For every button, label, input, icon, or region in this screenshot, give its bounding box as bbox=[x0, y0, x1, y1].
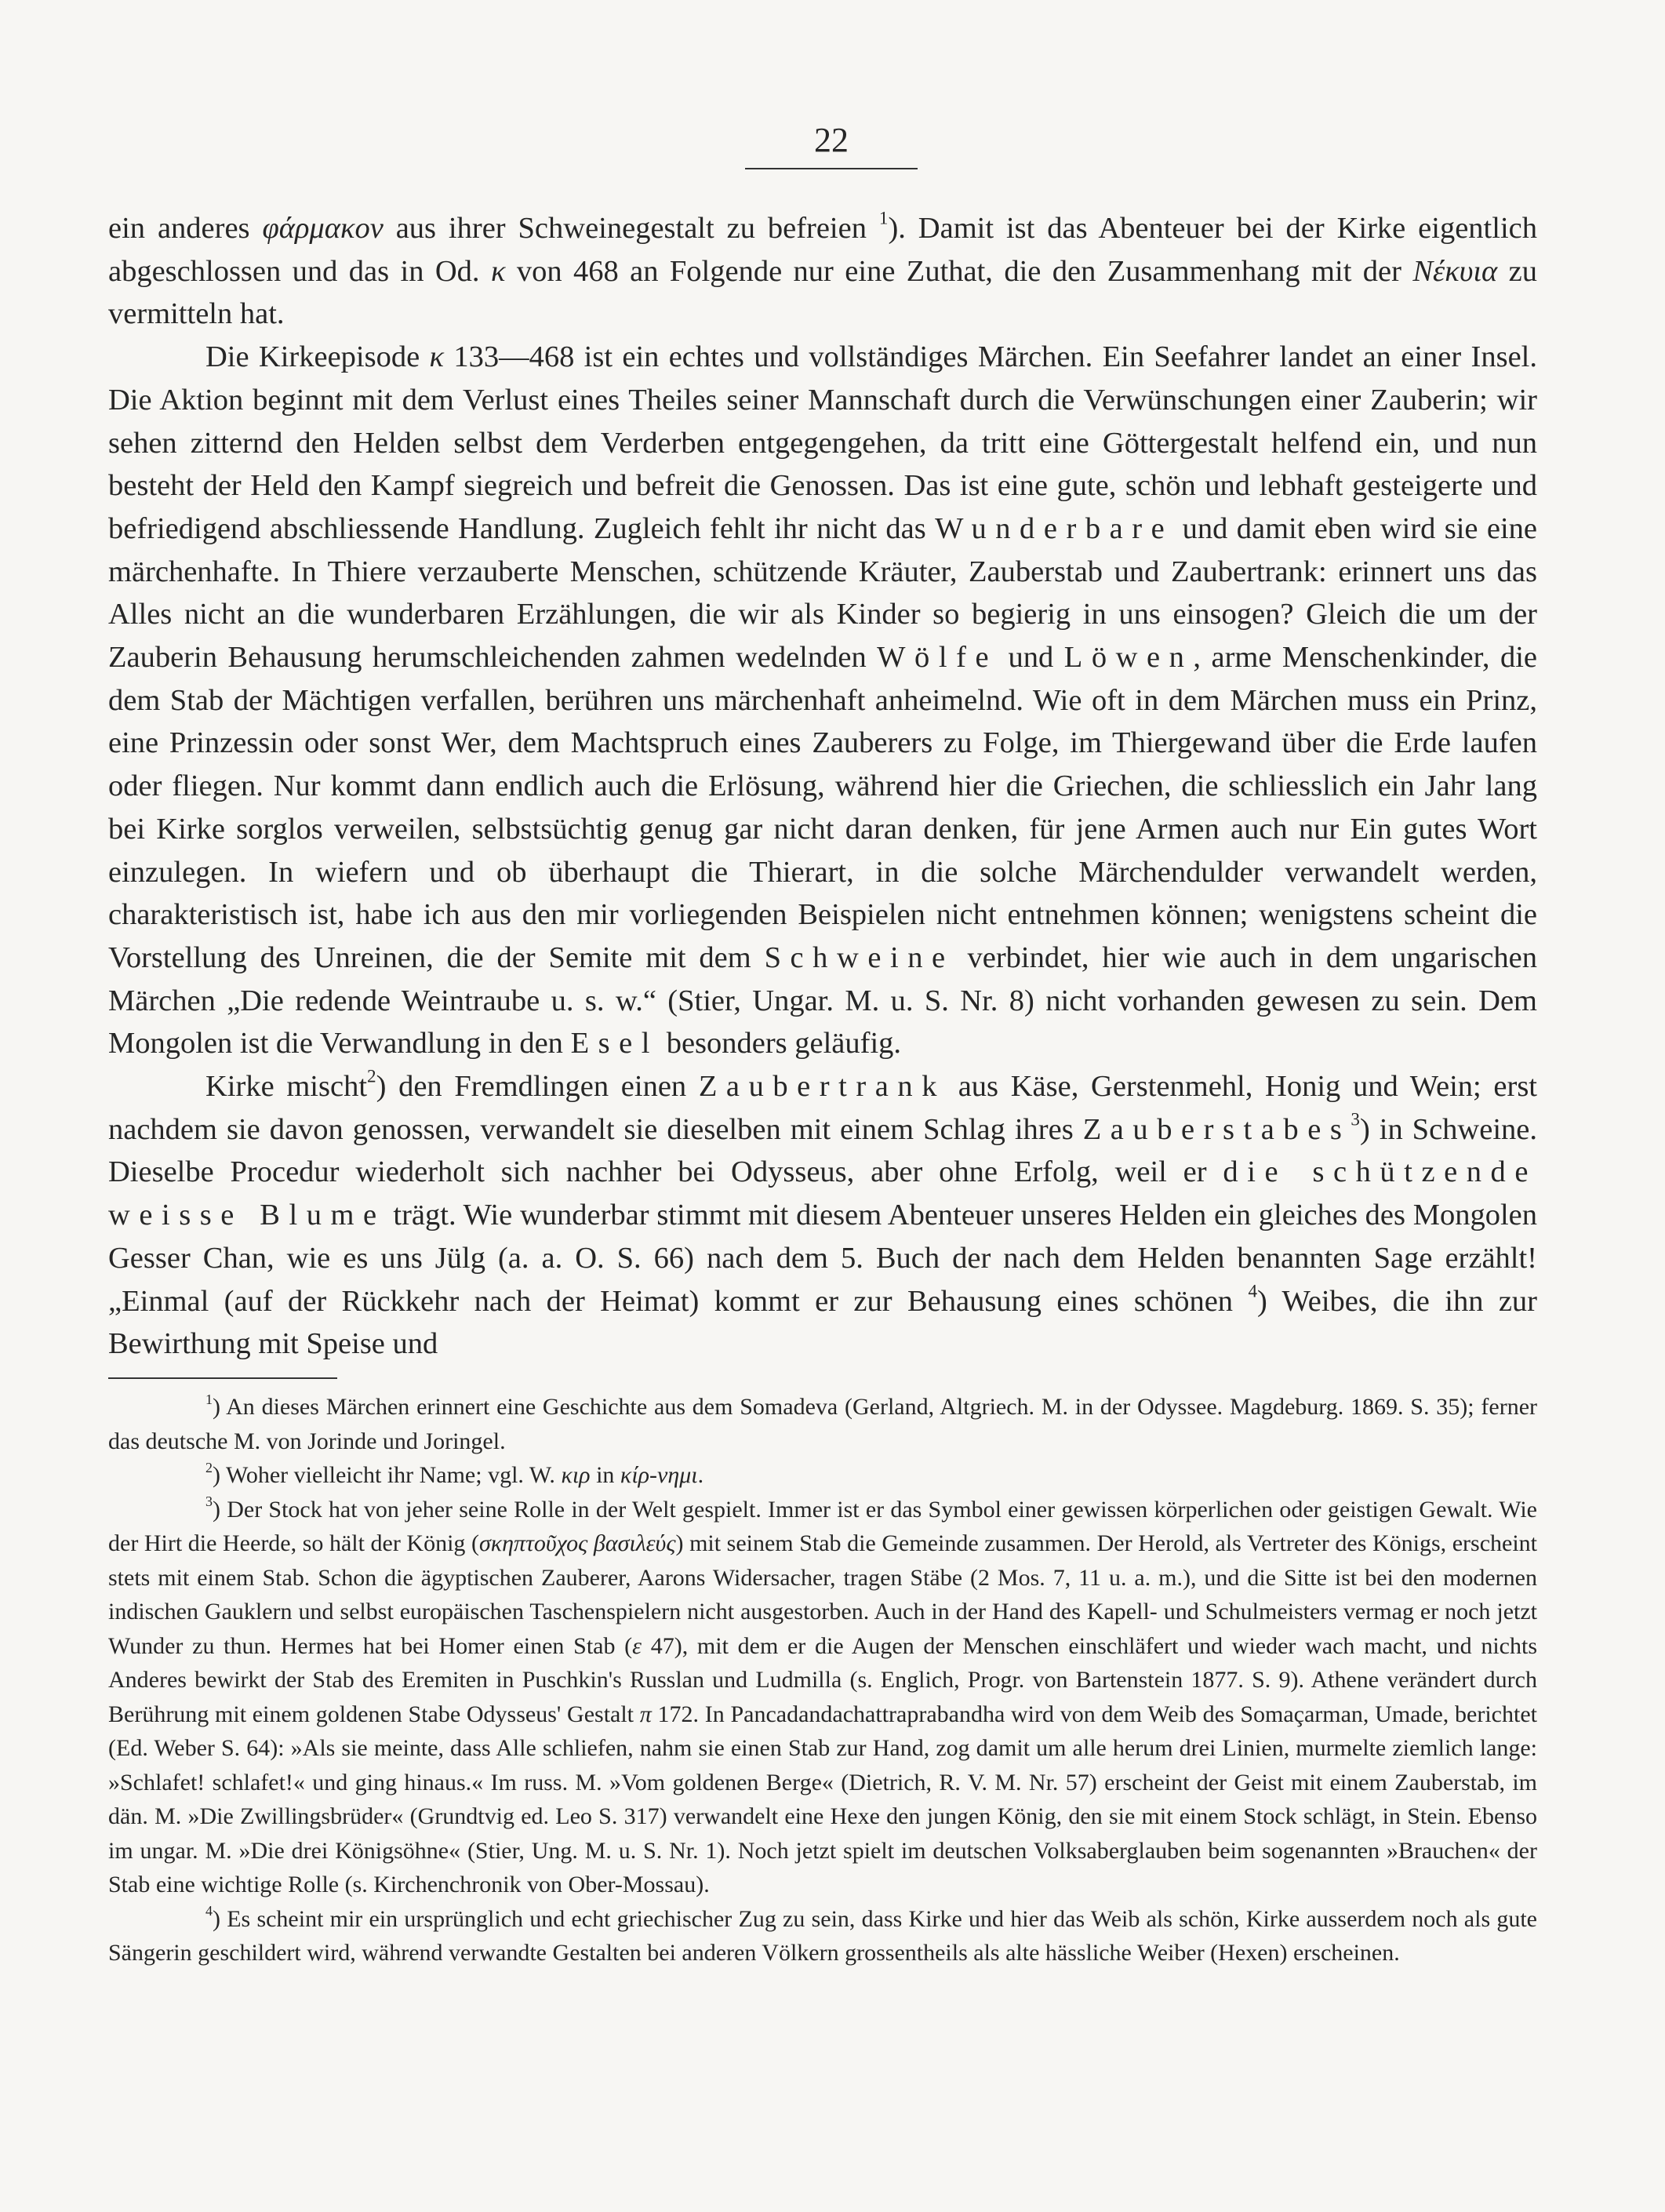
text-run: verbindet, hier wie auch in dem ungarischen Märchen „Die redende Weintraube u. s. w.“ (Stier, Ungar. M. u. S. Nr. 8) nicht vorhanden gewesen zu sein. Dem Mongolen ist die Verwandlung in den bbox=[108, 940, 1537, 1061]
text-run: zu vermitteln hat. bbox=[108, 254, 1538, 331]
emphasis-spaced: Esel bbox=[570, 1027, 660, 1061]
emphasis-spaced: Löwen bbox=[1063, 641, 1194, 675]
footnote-text: 47), mit dem er die Augen der Menschen einschläfert und wieder wach macht, und nichts Anderes bewirkt der Stab des Eremiten in Puschkin's Russlan und Ludmilla (s. Englich, Progr. von Bartenstein 1877. S. 9). Athene verändert durch Berührung mit einem goldenen Stabe Odysseus' Gestalt bbox=[108, 1632, 1538, 1727]
text-run: trägt. Wie wunderbar stimmt mit diesem Abenteuer unseres Helden ein gleiches des Mongolen Gesser Chan, wie es uns Jülg (a. a. O. S. 66) nach dem 5. Buch der nach dem Helden benannten Sage erzählt! „Einmal (auf der Rückkehr nach der Heimat) kommt er zur Behausung eines schönen bbox=[108, 1199, 1538, 1318]
text-run: ) Weibes, die ihn zur Bewirthung mit Speise und bbox=[108, 1284, 1537, 1361]
paragraph-3 bbox=[108, 1065, 1537, 1366]
footnote-text: 172. In Pancadandachattraprabandha wird von dem Weib des Somaçarman, Umade, berichtet (Ed. Weber S. 64): »Als sie meinte, dass Alle schliefen, nahm sie einen Stab zur Hand, zog damit um alle herum drei Linien, murmelte ziemlich lange: »Schlafet! schlafet!« und ging hinaus.« Im russ. M. »Vom goldenen Berge« (Dietrich, R. V. M. Nr. 57) erscheint der Geist mit einem Zauberstab, im dän. M. »Die Zwillingsbrüder« (Grundtvig ed. Leo S. 317) verwandelt eine Hexe den jungen König, den sie mit einem Stock schlägt, in Stein. Ebenso im ungar. M. »Die drei Königsöhne« (Stier, Ung. M. u. S. Nr. 1). Noch jetzt spielt im deutschen Volksaberglauben beim sogenannten »Brauchen« der Stab eine wichtige Rolle (s. Kirchenchronik von Ober-Mossau). bbox=[108, 1701, 1537, 1897]
paragraph-1 bbox=[108, 207, 1537, 336]
text-run: ) in Schweine. Dieselbe Procedur wiederholt sich nachher bei Odysseus, aber ohne Erfolg, weil er bbox=[108, 1112, 1537, 1189]
greek-word: κιρ bbox=[561, 1462, 591, 1488]
text-run: 133—468 ist ein echtes und vollständiges Märchen. Ein Seefahrer landet an einer Insel. Die Aktion beginnt mit dem Verlust eines Theiles seiner Mannschaft durch die Verwünschungen einer Zauberin; wir sehen zitternd den Helden selbst dem Verderben entgegengehen, da tritt eine Göttergestalt helfend ein, und nun besteht der Held den Kampf siegreich und befreit die Genossen. Das ist eine gute, schön und lebhaft gesteigerte und befriedigend abschliessende Handlung. Zugleich fehlt ihr nicht das bbox=[108, 340, 1537, 545]
emphasis-spaced: Wölfe bbox=[877, 641, 998, 675]
footnote-1: $^1$) An dieses Märchen erinnert eine Geschichte aus dem Somadeva (Gerland, Altgriech. M. in der Odyssee. Magdeburg. 1869. S. 35); ferner das deutsche M. von Jorinde und Joringel. bbox=[108, 1391, 1537, 1454]
footnote-text: ) Es scheint mir ein ursprünglich und echt griechischer Zug zu sein, dass Kirke und hier das Weib als schön, Kirke ausserdem noch als gute Sängerin geschildert wird, während verwandte Gestalten bei anderen Völkern grossentheils als alte hässliche Weiber (Hexen) erscheinen. bbox=[108, 1905, 1537, 1966]
footnote-text: ) mit seinem Stab die Gemeinde zusammen. Der Herold, als Vertreter des Königs, erscheint stets mit einem Stab. Schon die ägyptischen Zauberer, Aarons Widersacher, tragen Stäbe (2 Mos. 7, 11 u. a. m.), und die Sitte ist bei den modernen indischen Gauklern und selbst europäischen Taschenspielern nicht ausgestorben. Auch in der Hand des Kapell- und Schulmeisters vermag er noch jetzt Wunder zu thun. Hermes hat bei Homer einen Stab ( bbox=[108, 1530, 1537, 1659]
footnote-separator bbox=[108, 1377, 337, 1379]
footnote-ref: 4 bbox=[1248, 1280, 1257, 1301]
text-run: ein anderes bbox=[108, 212, 263, 245]
footnote-2: $^2$) Woher vielleicht ihr Name; vgl. W. κιρ in κίρ-νημι. bbox=[205, 1459, 704, 1488]
footnote-ref: 2 bbox=[367, 1065, 376, 1086]
footnote-ref: 1 bbox=[878, 207, 889, 228]
greek-word: σκηπτοῦχος βασιλεύς bbox=[478, 1530, 676, 1556]
emphasis-spaced: Schweine bbox=[764, 940, 954, 974]
footnotes bbox=[108, 1390, 1537, 1970]
footnote-text: ) Woher vielleicht ihr Name; vgl. W. bbox=[213, 1462, 562, 1488]
footnote-text: . bbox=[697, 1462, 704, 1488]
greek-word: φάρμακον bbox=[262, 212, 384, 245]
greek-word: κ bbox=[429, 340, 444, 374]
footnote-3: $^3$) Der Stock hat von jeher seine Rolle in der Welt gespielt. Immer ist er das Symbol einer gewissen körperlichen oder geistigen Gewalt. Wie der Hirt die Heerde, so hält der König (σκηπτοῦχος βασιλεύς) mit seinem Stab die Gemeinde zusammen. Der Herold, als Vertreter des Königs, erscheint stets mit einem Stab. Schon die ägyptischen Zauberer, Aarons Widersacher, tragen Stäbe (2 Mos. 7, 11 u. a. m.), und die Sitte ist bei den modernen indischen Gauklern und selbst europäischen Taschenspielern nicht ausgestorben. Auch in der Hand des Kapell- und Schulmeisters vermag er noch jetzt Wunder zu thun. Hermes hat bei Homer einen Stab (ε 47), mit dem er die Augen der Menschen einschläfert und wieder wach macht, und nichts Anderes bewirkt der Stab des Eremiten in Puschkin's Russlan und Ludmilla (s. Englich, Progr. von Bartenstein 1877. S. 9). Athene verändert durch Berührung mit einem goldenen Stabe Odysseus' Gestalt π 172. In Pancadandachattraprabandha wird von dem Weib des Somaçarman, Umade, berichtet (Ed. Weber S. 64): »Als sie meinte, dass Alle schliefen, nahm sie einen Stab zur Hand, zog damit um alle herum drei Linien, murmelte ziemlich lange: »Schlafet! schlafet!« und ging hinaus.« Im russ. M. »Vom goldenen Berge« (Dietrich, R. V. M. Nr. 57) erscheint der Geist mit einem Zauberstab, im dän. M. »Die Zwillingsbrüder« (Grundtvig ed. Leo S. 317) verwandelt eine Hexe den jungen König, den sie mit einem Stock schlägt, in Stein. Ebenso im ungar. M. »Die drei Königsöhne« (Stier, Ung. M. u. S. Nr. 1). Noch jetzt spielt im deutschen Volksaberglauben beim sogenannten »Brauchen« der Stab eine wichtige Rolle (s. Kirchenchronik von Ober-Mossau). bbox=[108, 1493, 1538, 1897]
text-run: von 468 an Folgende nur eine Zuthat, die den Zusammenhang mit der bbox=[505, 254, 1413, 288]
text-run: ) den Fremdlingen einen bbox=[376, 1070, 699, 1104]
text-run: , arme Menschenkinder, die dem Stab der Mächtigen verfallen, berühren uns märchenhaft anheimelnd. Wie oft in dem Märchen muss ein Prinz, eine Prinzessin oder sonst Wer, dem Machtspruch eines Zauberers zu Folge, im Thiergewand über die Erde laufen oder fliegen. Nur kommt dann endlich auch die Erlösung, während hier die Griechen, die schliesslich ein Jahr lang bei Kirke sorglos verweilen, selbstsüchtig genug gar nicht daran denken, für jene Armen auch nur Ein gutes Wort einzulegen. In wiefern und ob überhaupt die Thierart, in die solche Märchendulder verwandelt werden, charakteristisch ist, habe ich aus den mir vorliegenden Beispielen nicht entnehmen können; wenigstens scheint die Vorstellung des Unreinen, die der Semite mit dem bbox=[108, 641, 1538, 974]
page-number: 22 bbox=[814, 121, 849, 159]
text-run: Kirke mischt bbox=[205, 1070, 368, 1104]
greek-word: κίρ-νημι bbox=[620, 1462, 698, 1488]
text-run: und damit eben wird sie eine märchenhafte. In Thiere verzauberte Menschen, schützende Kräuter, Zauberstab und Zaubertrank: erinnert uns das Alles nicht an die wunderbaren Erzählungen, die wir als Kinder so begierig in uns einsogen? Gleich die um der Zauberin Behausung herumschleichenden zahmen wedelnden bbox=[108, 511, 1537, 675]
greek-word: κ bbox=[490, 254, 506, 288]
footnote-ref: 3 bbox=[1351, 1108, 1360, 1130]
emphasis-spaced: Wunderbare bbox=[935, 511, 1174, 545]
footnote-text: ) An dieses Märchen erinnert eine Geschichte aus dem Somadeva (Gerland, Altgriech. M. in der Odyssee. Magdeburg. 1869. S. 35); ferner das deutsche M. von Jorinde und Joringel. bbox=[108, 1394, 1537, 1454]
footnote-text: in bbox=[590, 1462, 620, 1488]
text-run: Die Kirkeepisode bbox=[205, 340, 430, 374]
emphasis-spaced: die schützende weisse Blume bbox=[108, 1155, 1537, 1232]
emphasis-spaced: Zauberstabes bbox=[1082, 1112, 1351, 1146]
greek-word: π bbox=[639, 1701, 652, 1727]
greek-word: ε bbox=[632, 1632, 642, 1659]
paragraph-2 bbox=[108, 336, 1537, 1065]
text-run: aus ihrer Schweinegestalt zu befreien bbox=[383, 212, 879, 245]
text-run: ). Damit ist das Abenteuer bei der Kirke eigentlich abgeschlossen und das in Od. bbox=[108, 212, 1537, 288]
text-run: besonders geläufig. bbox=[659, 1027, 902, 1061]
greek-word: Νέκυια bbox=[1412, 254, 1498, 288]
main-text bbox=[108, 207, 1537, 1366]
page-number-rule bbox=[745, 168, 918, 169]
footnote-4: $^4$) Es scheint mir ein ursprünglich und echt griechischer Zug zu sein, dass Kirke und hier das Weib als schön, Kirke ausserdem noch als gute Sängerin geschildert wird, während verwandte Gestalten bei anderen Völkern grossentheils als alte hässliche Weiber (Hexen) erscheinen. bbox=[108, 1903, 1537, 1966]
text-run: und bbox=[998, 641, 1064, 675]
emphasis-spaced: Zaubertrank bbox=[698, 1070, 947, 1104]
footnote-text: ) Der Stock hat von jeher seine Rolle in der Welt gespielt. Immer ist er das Symbol einer gewissen körperlichen oder geistigen Gewalt. Wie der Hirt die Heerde, so hält der König ( bbox=[108, 1496, 1537, 1556]
text-run: aus Käse, Gerstenmehl, Honig und Wein; erst nachdem sie davon genossen, verwandelt sie dieselben mit einem Schlag ihres bbox=[108, 1070, 1537, 1146]
